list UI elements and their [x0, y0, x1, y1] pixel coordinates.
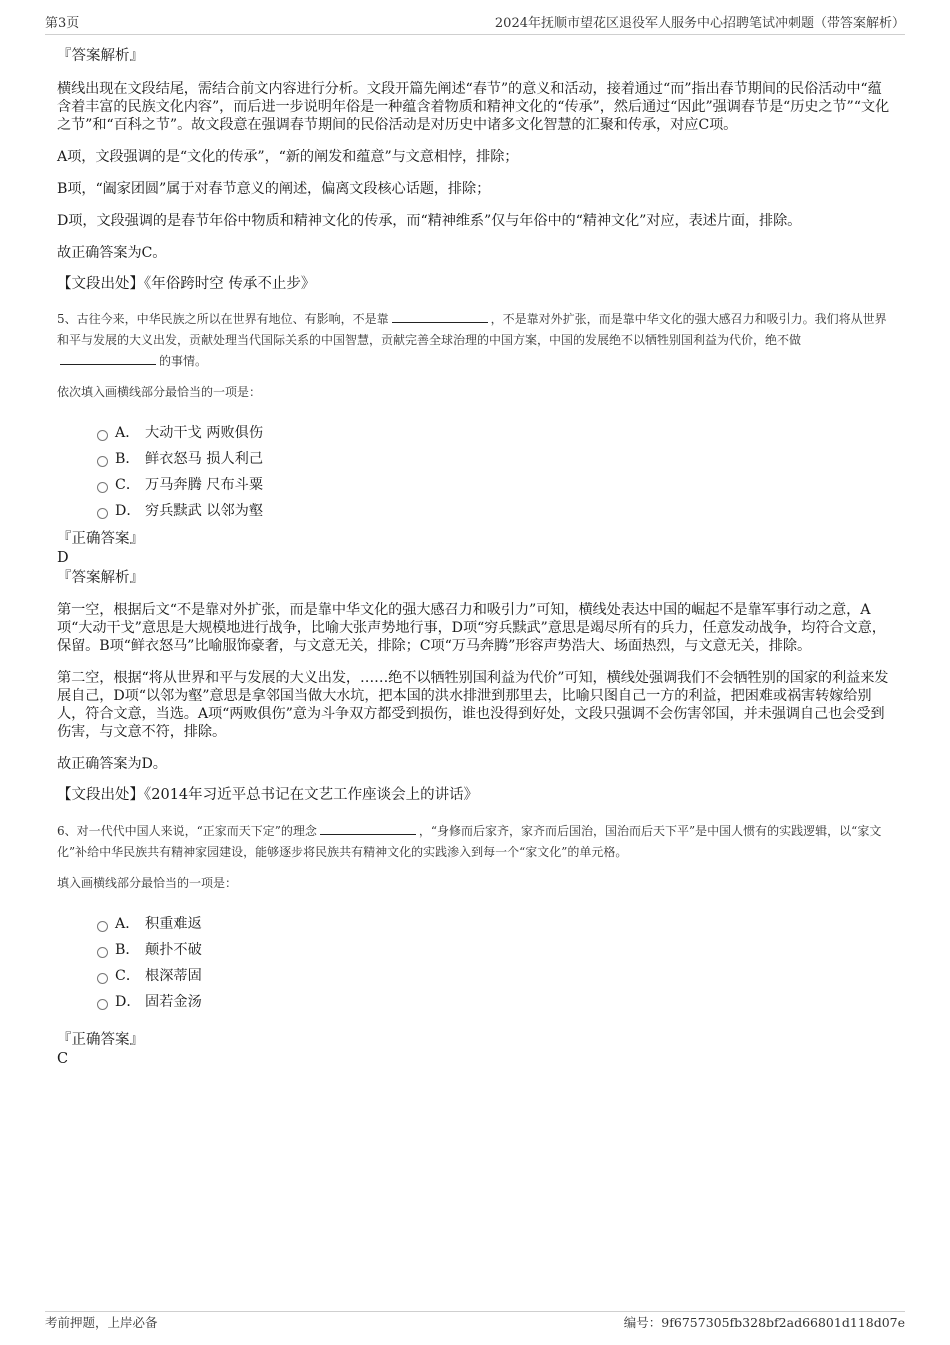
radio-button[interactable]: [97, 921, 108, 932]
correct-answer-label: 『正确答案』: [57, 531, 144, 547]
question-6-options: [95, 911, 893, 1015]
option-b[interactable]: B． 鲜衣怒马 损人利己: [95, 446, 893, 472]
radio-button[interactable]: [97, 947, 108, 958]
document-code: 编号：9f6757305fb328bf2ad66801d118d07e: [623, 1315, 905, 1330]
question-6-stem: 6、对一代代中国人来说，“正家而天下定”的理念 ，“身修而后家齐，家齐而后国治，国治而后天下平”是中国人惯有的实践逻辑，以“家文化”补给中华民族共有精神家园建设，能够逐步将民族共有精神文化的实践渗入到每一个“家文化”的单元格。: [57, 824, 882, 859]
correct-answer: C: [57, 1051, 69, 1067]
question-5-prompt: 依次填入画横线部分最恰当的一项是：: [57, 385, 262, 399]
radio-button[interactable]: [97, 456, 108, 467]
analysis-paragraph: 第二空，根据“将从世界和平与发展的大义出发，……绝不以牺牲别国利益为代价”可知，横线处强调我们不会牺牲别的国家的利益来发展自己，D项“以邻为壑”意思是拿邻国当做大水坑，把本国的洪水排泄到那里去，比喻只图自己一方的利益，把困难或祸害转嫁给别人，符合文意，当选。A项“两败俱伤”意为斗争双方都受到损伤，谁也没得到好处，文段只强调不会伤害邻国，并未强调自己也会受到伤害，与文意不符，排除。: [57, 670, 889, 740]
radio-button[interactable]: [97, 973, 108, 984]
option-c[interactable]: C． 万马奔腾 尺布斗粟: [95, 472, 893, 498]
analysis-option-d: D项，文段强调的是春节年俗中物质和精神文化的传承，而“精神维系”仅与年俗中的“精神文化”对应，表述片面，排除。: [57, 213, 802, 229]
passage-source: 【文段出处】《2014年习近平总书记在文艺工作座谈会上的讲话》: [57, 787, 479, 803]
page-header: [45, 14, 905, 35]
footer-slogan: 考前押题，上岸必备: [45, 1315, 158, 1330]
analysis-label: 『答案解析』: [57, 48, 144, 64]
analysis-paragraph: 第一空，根据后文“不是靠对外扩张，而是靠中华文化的强大感召力和吸引力”可知，横线处表达中国的崛起不是靠军事行动之意，A项“大动干戈”意思是大规模地进行战争，比喻大张声势地行事，D项“穷兵黩武”意思是竭尽所有的兵力，任意发动战争，均符合文意，保留。B项“鲜衣怒马”比喻服饰豪奢，与文意无关，排除；C项“万马奔腾”形容声势浩大、场面热烈，与文意无关，排除。: [57, 602, 886, 654]
option-d[interactable]: D． 固若金汤: [95, 989, 893, 1015]
page-footer: [45, 1311, 905, 1334]
analysis-option-b: B项，“阖家团圆”属于对春节意义的阐述，偏离文段核心话题，排除；: [57, 181, 491, 197]
analysis-option-a: A项，文段强调的是“文化的传承”，“新的阐发和蕴意”与文意相悖，排除；: [57, 149, 519, 165]
option-a[interactable]: A． 大动干戈 两败俱伤: [95, 420, 893, 446]
question-5-stem: 5、古往今来，中华民族之所以在世界有地位、有影响，不是靠 ，不是靠对外扩张，而是靠中华文化的强大感召力和吸引力。我们将从世界和平与发展的大义出发，贡献处理当代国际关系的中国智慧，贡献完善全球治理的中国方案，中国的发展绝不以牺牲别国利益为代价，绝不做的事情。: [57, 312, 887, 368]
document-body: [57, 46, 893, 1069]
fill-blank: [60, 352, 156, 365]
question-6-prompt: 填入画横线部分最恰当的一项是：: [57, 876, 238, 890]
question-5-options: [95, 420, 893, 524]
option-b[interactable]: B． 颠扑不破: [95, 937, 893, 963]
radio-button[interactable]: [97, 482, 108, 493]
passage-source: 【文段出处】《年俗跨时空 传承不止步》: [57, 276, 316, 292]
correct-answer: D: [57, 550, 69, 566]
option-d[interactable]: D． 穷兵黩武 以邻为壑: [95, 498, 893, 524]
page-number: 第3页: [45, 16, 80, 31]
analysis-conclusion: 故正确答案为C。: [57, 245, 167, 261]
analysis-paragraph: 横线出现在文段结尾，需结合前文内容进行分析。文段开篇先阐述“春节”的意义和活动，接着通过“而”指出春节期间的民俗活动中“蕴含着丰富的民族文化内容”，而后进一步说明年俗是一种蕴含着物质和精神文化的“传承”，然后通过“因此”强调春节是“历史之节”“文化之节”和“百科之节”。故文段意在强调春节期间的民俗活动是对历史中诸多文化智慧的汇聚和传承，对应C项。: [57, 81, 890, 133]
radio-button[interactable]: [97, 430, 108, 441]
correct-answer-label: 『正确答案』: [57, 1032, 144, 1048]
analysis-conclusion: 故正确答案为D。: [57, 756, 167, 772]
option-a[interactable]: A． 积重难返: [95, 911, 893, 937]
document-title: 2024年抚顺市望花区退役军人服务中心招聘笔试冲刺题（带答案解析）: [494, 16, 905, 31]
option-c[interactable]: C． 根深蒂固: [95, 963, 893, 989]
radio-button[interactable]: [97, 999, 108, 1010]
analysis-label: 『答案解析』: [57, 570, 144, 586]
fill-blank: [392, 310, 488, 323]
fill-blank: [320, 822, 416, 835]
radio-button[interactable]: [97, 508, 108, 519]
